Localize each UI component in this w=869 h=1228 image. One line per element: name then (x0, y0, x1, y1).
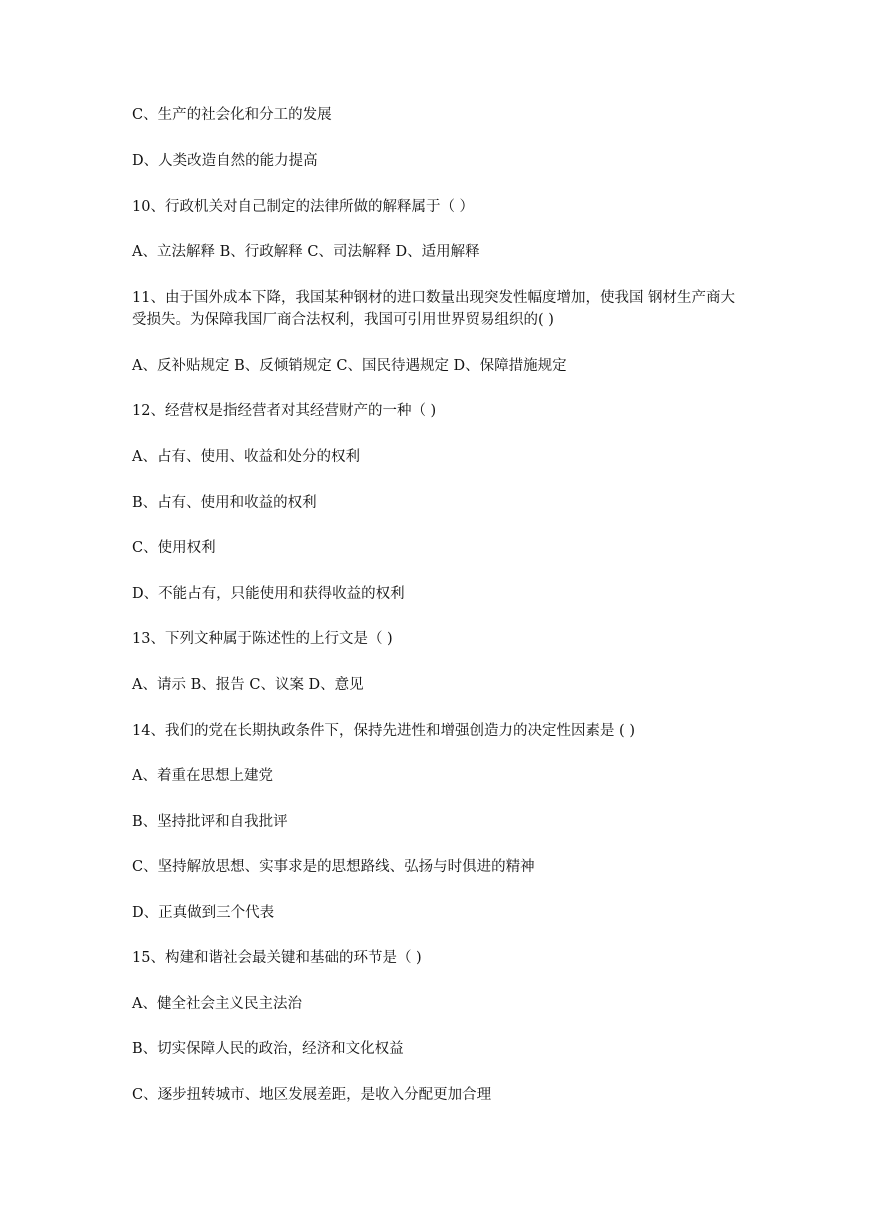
option-line: D、正真做到三个代表 (132, 905, 275, 921)
question-line: 14、我们的党在长期执政条件下，保持先进性和增强创造力的决定性因素是 ( ) (132, 723, 635, 739)
question-line: 12、经营权是指经营者对其经营财产的一种（ ) (132, 403, 437, 419)
option-line: A、请示 B、报告 C、议案 D、意见 (132, 677, 364, 693)
option-line: B、坚持批评和自我批评 (132, 814, 288, 830)
question-line: 10、行政机关对自己制定的法律所做的解释属于（ ） (132, 199, 475, 215)
question-line: 11、由于国外成本下降，我国某种钢材的进口数量出现突发性幅度增加，使我国 钢材生产商大受损失。为保障我国厂商合法权利，我国可引用世界贸易组织的( ) (132, 290, 736, 328)
option-line: D、人类改造自然的能力提高 (132, 153, 318, 169)
option-line: A、占有、使用、收益和处分的权利 (132, 449, 360, 465)
option-line: B、占有、使用和收益的权利 (132, 495, 317, 511)
question-line: 13、下列文种属于陈述性的上行文是（ ) (132, 631, 393, 647)
option-line: A、健全社会主义民主法治 (132, 996, 302, 1012)
option-line: A、着重在思想上建党 (132, 768, 273, 784)
question-line: 15、构建和谐社会最关键和基础的环节是（ ) (132, 950, 422, 966)
option-line: C、使用权利 (132, 540, 216, 556)
option-line: A、反补贴规定 B、反倾销规定 C、国民待遇规定 D、保障措施规定 (132, 358, 567, 374)
option-line: C、逐步扭转城市、地区发展差距，是收入分配更加合理 (132, 1087, 492, 1103)
option-line: B、切实保障人民的政治，经济和文化权益 (132, 1041, 404, 1057)
option-line: A、立法解释 B、行政解释 C、司法解释 D、适用解释 (132, 244, 480, 260)
option-line: D、不能占有，只能使用和获得收益的权利 (132, 586, 405, 602)
option-line: C、生产的社会化和分工的发展 (132, 107, 332, 123)
option-line: C、坚持解放思想、实事求是的思想路线、弘扬与时俱进的精神 (132, 859, 535, 875)
